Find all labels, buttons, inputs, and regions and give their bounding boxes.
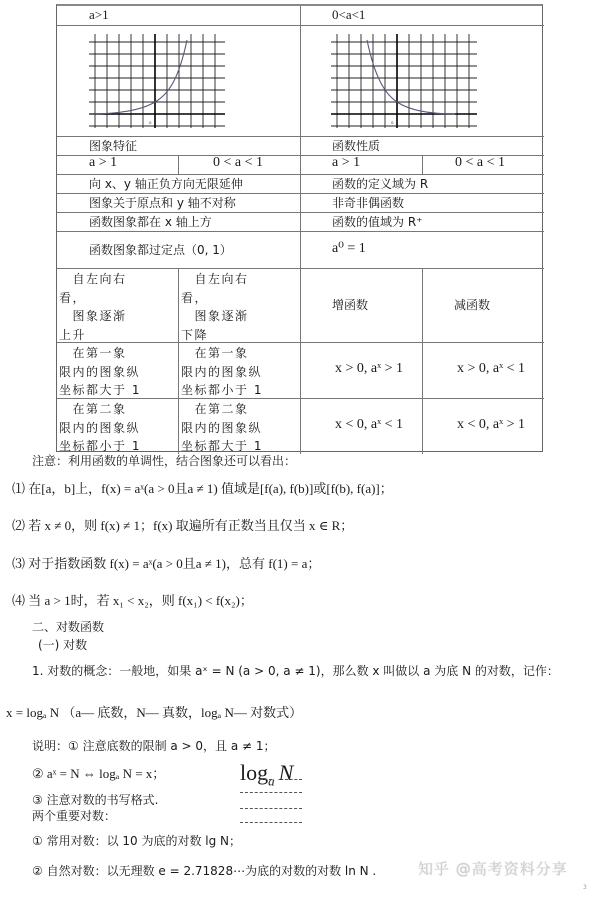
section-function-properties: 函数性质 — [332, 139, 381, 153]
feature-q2-gt-1: 在第二象 限内的图象纵 坐标都大于 1 — [181, 402, 263, 453]
property-x-neg-gt: x < 0, aˣ > 1 — [457, 417, 526, 432]
notes-intro: 注意：利用函数的单调性，结合图象还可以看出： — [32, 454, 297, 468]
col-divider — [300, 6, 301, 454]
feature-falling: 自左向右 看， 图象逐渐 下降 — [181, 272, 249, 342]
svg-text:o: o — [391, 120, 394, 125]
note-item-2: ⑵ 若 x ≠ 0，则 f(x) ≠ 1；f(x) 取遍所有正数当且仅当 x ∈ R； — [12, 518, 354, 533]
subheader-a-lt-1-left: 0 < a < 1 — [213, 155, 264, 170]
header-a-gt-1: a>1 — [89, 7, 109, 22]
page-number: 3 — [583, 884, 587, 891]
important-title: 两个重要对数： — [32, 809, 117, 823]
guide-dash — [240, 792, 302, 793]
feature-symmetry: 图象关于原点和 y 轴不对称 — [89, 196, 236, 210]
property-range: 函数的值域为 R⁺ — [332, 215, 423, 229]
subheader-a-lt-1-right: 0 < a < 1 — [455, 155, 506, 170]
note-item-3: ⑶ 对于指数函数 f(x) = aˣ(a > 0且a ≠ 1)，总有 f(1) = a； — [12, 556, 321, 571]
feature-above-axis: 函数图象都在 x 轴上方 — [89, 215, 212, 229]
subheader-a-gt-1-right: a > 1 — [332, 155, 361, 170]
section-title: 二、对数函数 — [32, 620, 105, 634]
section-graph-features: 图象特征 — [89, 139, 138, 153]
exponential-function-table — [56, 4, 543, 452]
col-divider — [422, 268, 423, 454]
explain-2: ② aˣ = N ⇔ logₐ N = x； — [32, 766, 166, 781]
property-a-zero: a⁰ = 1 — [332, 241, 366, 256]
note-item-4: ⑷ 当 a > 1时，若 x₁ < x₂，则 f(x₁) < f(x₂)； — [12, 593, 253, 608]
important-2: ② 自然对数：以无理数 e = 2.71828⋯为底的对数的对数 ln N . — [32, 864, 377, 878]
guide-dash — [285, 779, 302, 780]
col-divider — [178, 155, 179, 174]
feature-q1-lt-1: 在第一象 限内的图象纵 坐标都小于 1 — [181, 346, 263, 397]
graph-a-lt-1 — [329, 32, 479, 128]
svg-text:o: o — [149, 120, 152, 125]
watermark: 知乎 @高考资料分享 — [418, 860, 568, 878]
feature-rising: 自左向右 看， 图象逐渐 上升 — [59, 272, 127, 342]
subheader-a-gt-1-left: a > 1 — [89, 155, 118, 170]
feature-fixed-point: 函数图象都过定点（0, 1） — [89, 243, 232, 257]
header-a-lt-1: 0<a<1 — [332, 7, 366, 22]
log-concept: 1. 对数的概念：一般地，如果 aˣ = N (a > 0, a ≠ 1)，那么数 x 叫做以 a 为底 N 的对数，记作： — [32, 664, 559, 678]
property-parity: 非奇非偶函数 — [332, 196, 405, 210]
graph-a-gt-1 — [87, 32, 227, 128]
property-domain: 函数的定义域为 R — [332, 177, 429, 191]
property-x-pos-lt: x > 0, aˣ < 1 — [457, 361, 526, 376]
property-x-pos-gt: x > 0, aˣ > 1 — [335, 361, 404, 376]
explain-3: ③ 注意对数的书写格式. — [32, 793, 159, 807]
guide-dash — [260, 779, 272, 780]
feature-q1-gt-1: 在第一象 限内的图象纵 坐标都大于 1 — [59, 346, 141, 397]
guide-dash — [240, 822, 302, 823]
property-x-neg-lt: x < 0, aˣ < 1 — [335, 417, 404, 432]
feature-q2-lt-1: 在第二象 限内的图象纵 坐标都小于 1 — [59, 402, 141, 453]
property-increasing: 增函数 — [332, 298, 369, 312]
explain-1: 说明：① 注意底数的限制 a > 0，且 a ≠ 1； — [32, 739, 276, 753]
guide-dash — [240, 808, 302, 809]
property-decreasing: 减函数 — [454, 298, 491, 312]
section-subtitle: (一) 对数 — [38, 638, 88, 652]
col-divider — [422, 155, 423, 174]
log-formula: x = logₐ N （a— 底数，N— 真数，logₐ N— 对数式） — [6, 705, 303, 720]
note-item-1: ⑴ 在[a，b]上，f(x) = aˣ(a > 0且a ≠ 1) 值域是[f(a), f(b)]或[f(b), f(a)]； — [12, 481, 393, 496]
col-divider — [178, 268, 179, 454]
feature-extension: 向 x、y 轴正负方向无限延伸 — [89, 177, 243, 191]
important-1: ① 常用对数：以 10 为底的对数 lg N； — [32, 834, 242, 848]
log-writing-format: $\log_a N$ — [240, 760, 294, 789]
